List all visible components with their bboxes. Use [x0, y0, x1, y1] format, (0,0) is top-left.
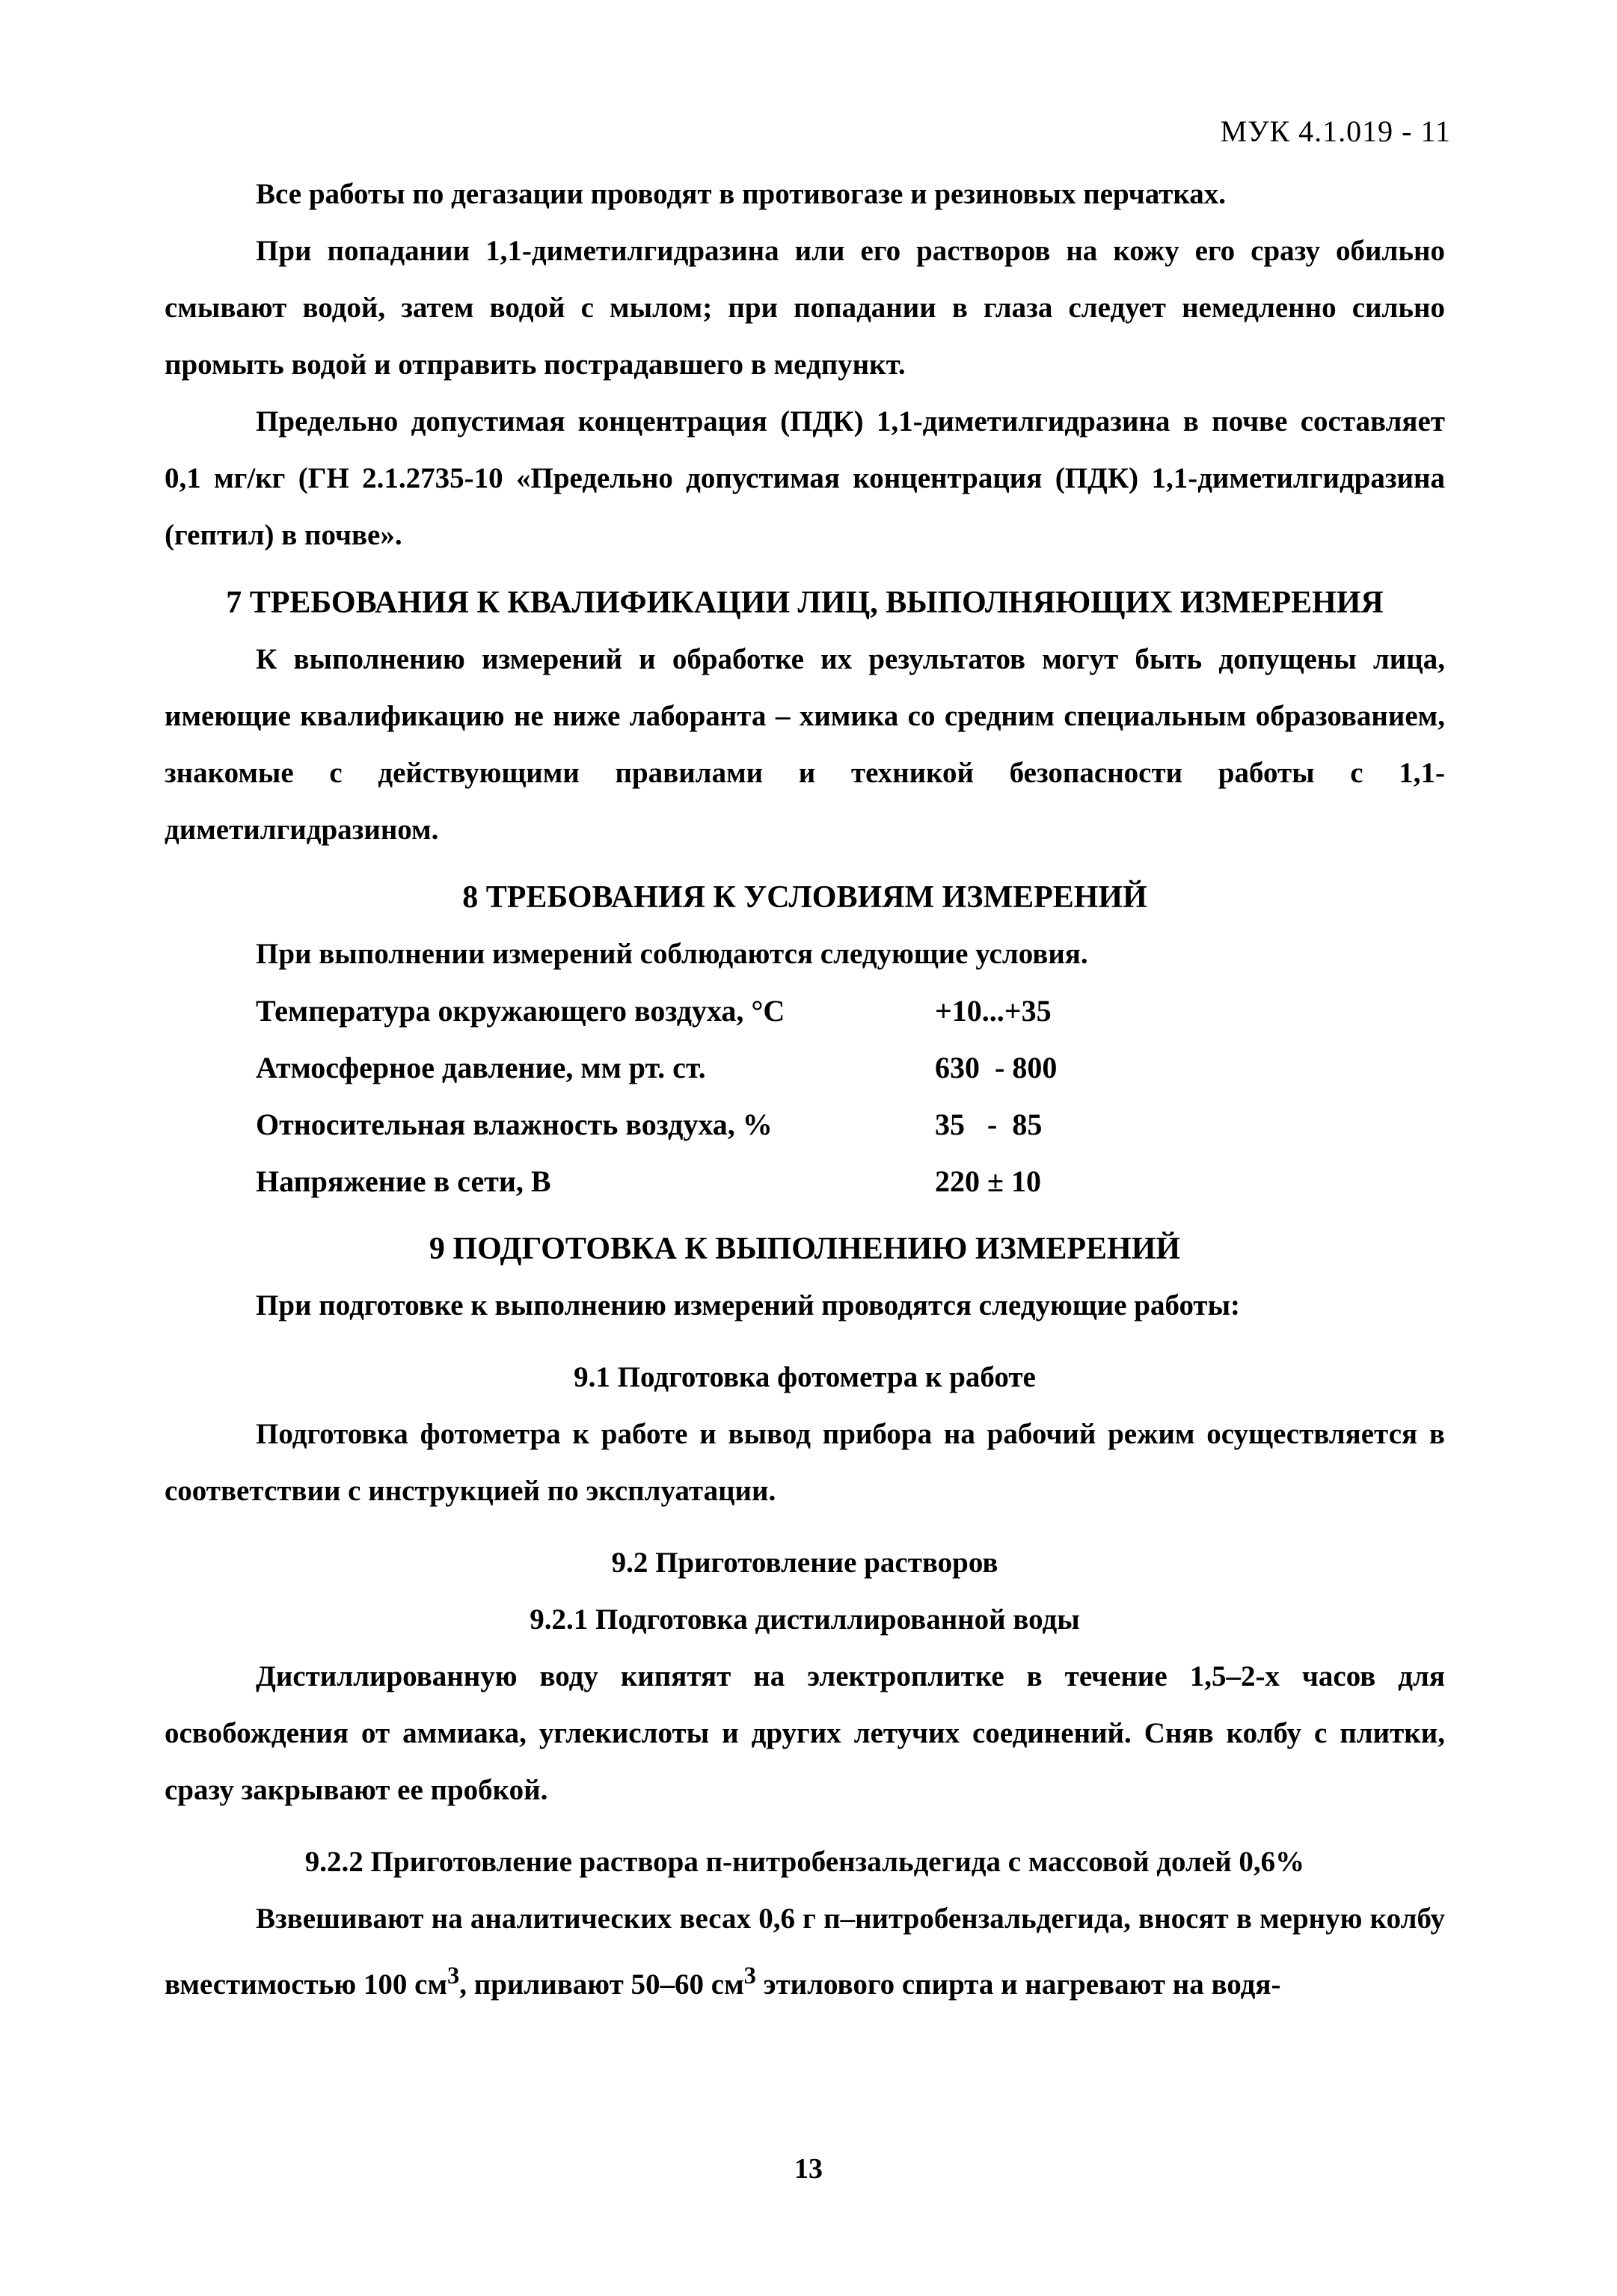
paragraph-text: этилового спирта и нагревают на водя-	[755, 1968, 1281, 2001]
document-code: МУК 4.1.019 - 11	[1220, 114, 1451, 148]
subsection-9-1-paragraph: Подготовка фотометра к работе и вывод прибора на рабочий режим осуществляется в соответствии с инструкцией по эксплуатации.	[165, 1418, 1445, 1507]
subsection-9-2-1-heading: 9.2.1 Подготовка дистиллированной воды	[530, 1603, 1080, 1636]
subsection-9-2-2-heading: 9.2.2 Приготовление раствора п-нитробензальдегида с массовой долей 0,6%	[304, 1846, 1305, 1878]
intro-paragraph-3: Предельно допустимая концентрация (ПДК) 1,1-диметилгидразина в почве составляет 0,1 мг/кг (ГН 2.1.2735-10 «Предельно допустимая концентрация (ПДК) 1,1-диметилгидразина (гептил) в почве».	[165, 405, 1445, 551]
page-number: 13	[794, 2153, 823, 2185]
intro-paragraph-1: Все работы по дегазации проводят в противогазе и резиновых перчатках.	[256, 178, 1226, 210]
section-7-heading: 7 ТРЕБОВАНИЯ К КВАЛИФИКАЦИИ ЛИЦ, ВЫПОЛНЯЮЩИХ ИЗМЕРЕНИЯ	[226, 586, 1384, 620]
condition-row	[256, 1040, 1057, 1096]
condition-label: Атмосферное давление, мм рт. ст.	[256, 1051, 706, 1084]
condition-row	[256, 983, 1057, 1040]
intro-paragraph-2: При попадании 1,1-диметилгидразина или его растворов на кожу его сразу обильно смывают водой, затем водой с мылом; при попадании в глаза следует немедленно сильно промыть водой и отправить пострадавшего в медпункт.	[165, 235, 1445, 381]
section-8-heading: 8 ТРЕБОВАНИЯ К УСЛОВИЯМ ИЗМЕРЕНИЙ	[462, 880, 1147, 915]
section-7-paragraph: К выполнению измерений и обработке их результатов могут быть допущены лица, имеющие квалификацию не ниже лаборанта – химика со средним специальным образованием, знакомые с действующими правилами и техникой безопасности работы с 1,1-диметилгидразином.	[165, 643, 1445, 846]
condition-value: 630 - 800	[935, 1051, 1058, 1084]
condition-row	[256, 1153, 1057, 1210]
paragraph-text: Взвешивают на аналитических весах 0,6 г п–нитробензальдегида, вносят в мерную колбу вместимостью 100 см	[165, 1903, 1445, 2001]
superscript: 3	[743, 1962, 756, 1989]
subsection-9-2-2-paragraph	[165, 1891, 1445, 2013]
condition-row	[256, 1096, 1057, 1153]
subsection-9-2-1-paragraph: Дистиллированную воду кипятят на электроплитке в течение 1,5–2-х часов для освобождения от аммиака, углекислоты и других летучих соединений. Сняв колбу с плитки, сразу закрывают ее пробкой.	[165, 1660, 1445, 1806]
condition-value: 220 ± 10	[935, 1164, 1041, 1198]
section-9-heading: 9 ПОДГОТОВКА К ВЫПОЛНЕНИЮ ИЗМЕРЕНИЙ	[429, 1232, 1181, 1266]
condition-value: +10...+35	[935, 994, 1052, 1028]
condition-value: 35 - 85	[935, 1108, 1043, 1141]
page-content	[165, 166, 1445, 2013]
condition-label: Напряжение в сети, В	[256, 1164, 551, 1198]
subsection-9-2-heading: 9.2 Приготовление растворов	[611, 1547, 998, 1579]
superscript: 3	[447, 1962, 460, 1989]
condition-label: Относительная влажность воздуха, %	[256, 1108, 773, 1141]
subsection-9-1-heading: 9.1 Подготовка фотометра к работе	[574, 1361, 1036, 1393]
section-9-paragraph: При подготовке к выполнению измерений проводятся следующие работы:	[256, 1289, 1241, 1322]
section-8-paragraph: При выполнении измерений соблюдаются следующие условия.	[256, 938, 1088, 970]
condition-label: Температура окружающего воздуха, °С	[256, 994, 785, 1028]
paragraph-text: , приливают 50–60 см	[459, 1968, 744, 2001]
conditions-table	[256, 983, 1057, 1210]
